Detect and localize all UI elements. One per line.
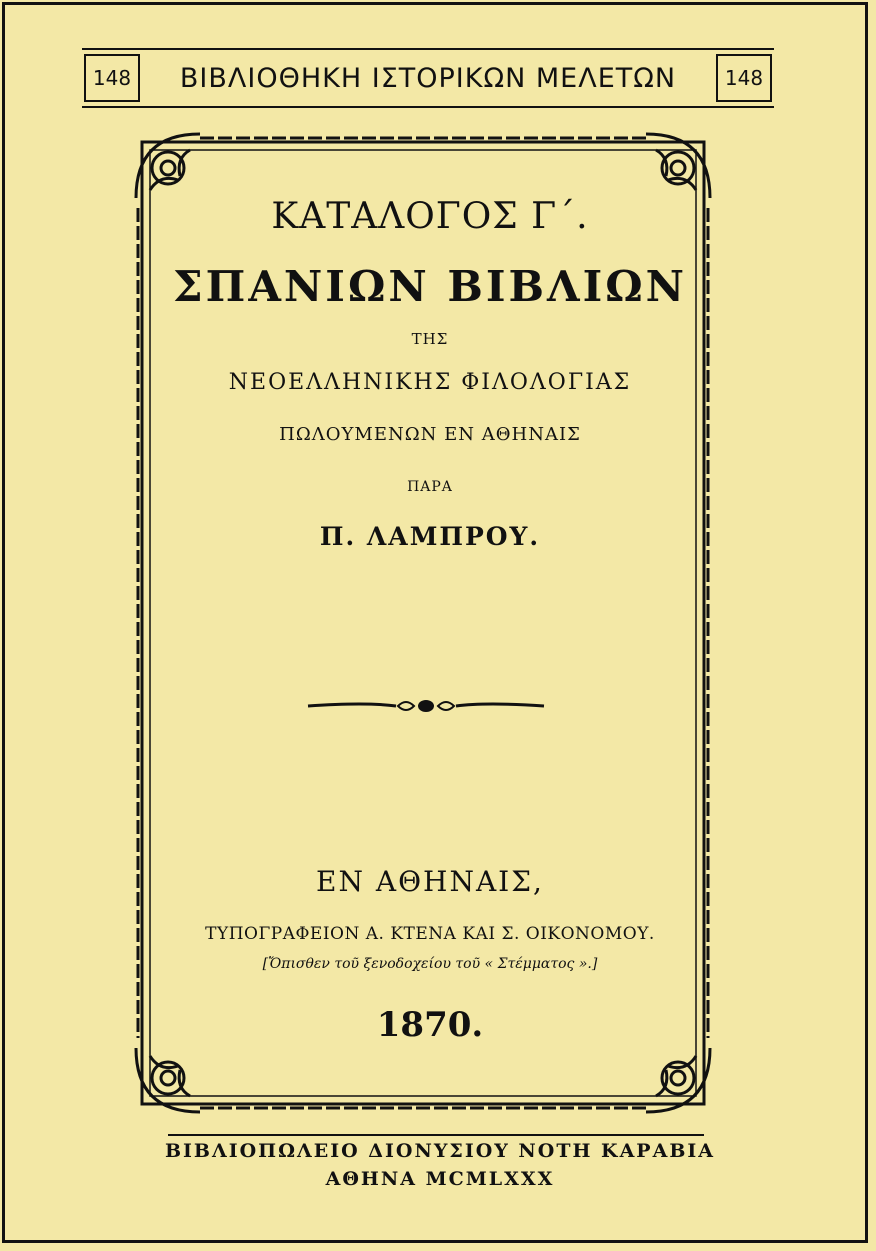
series-top-rule	[82, 48, 774, 50]
series-number-right: 148	[716, 54, 772, 102]
sold-location: ΠΩΛΟΥΜΕΝΩΝ ΕΝ ΑΘΗΝΑΙΣ	[279, 424, 581, 445]
reprint-place-year: ΑΘΗΝΑ MCMLXXX	[325, 1168, 555, 1190]
reprint-publisher: ΒΙΒΛΙΟΠΩΛΕΙΟ ΔΙΟΝΥΣΙΟΥ ΝΟΤΗ ΚΑΡΑΒΙΑ	[164, 1140, 716, 1162]
imprint-year: 1870.	[376, 1005, 484, 1045]
corner-ornament-icon	[136, 134, 200, 198]
publisher-rule	[168, 1134, 704, 1136]
corner-ornament-icon	[646, 1048, 710, 1112]
printer: ΤΥΠΟΓΡΑΦΕΙΟΝ Α. ΚΤΕΝΑ ΚΑΙ Σ. ΟΙΚΟΝΟΜΟΥ.	[205, 924, 655, 944]
by-text: ΠΑΡΑ	[407, 479, 453, 495]
printer-address: [Ὄπισθεν τοῦ ξενοδοχείου τοῦ « Στέμματος ».]	[262, 956, 598, 972]
corner-ornament-icon	[646, 134, 710, 198]
connector-text: ΤΗΣ	[411, 330, 449, 348]
fleuron-divider-icon	[306, 694, 546, 718]
corner-ornament-icon	[136, 1048, 200, 1112]
imprint-place: ΕΝ ΑΘΗΝΑΙΣ,	[316, 865, 544, 898]
series-title: ΒΙΒΛΙΟΘΗΚΗ ΙΣΤΟΡΙΚΩΝ ΜΕΛΕΤΩΝ	[179, 62, 677, 94]
catalog-number: ΚΑΤΑΛΟΓΟΣ Γ΄.	[271, 196, 589, 237]
series-number-left: 148	[84, 54, 140, 102]
main-title: ΣΠΑΝΙΩΝ ΒΙΒΛΙΩΝ	[172, 262, 688, 311]
series-bottom-rule	[82, 106, 774, 108]
author-name: Π. ΛΑΜΠΡΟΥ.	[319, 522, 541, 551]
subtitle: ΝΕΟΕΛΛΗΝΙΚΗΣ ΦΙΛΟΛΟΓΙΑΣ	[228, 370, 632, 395]
